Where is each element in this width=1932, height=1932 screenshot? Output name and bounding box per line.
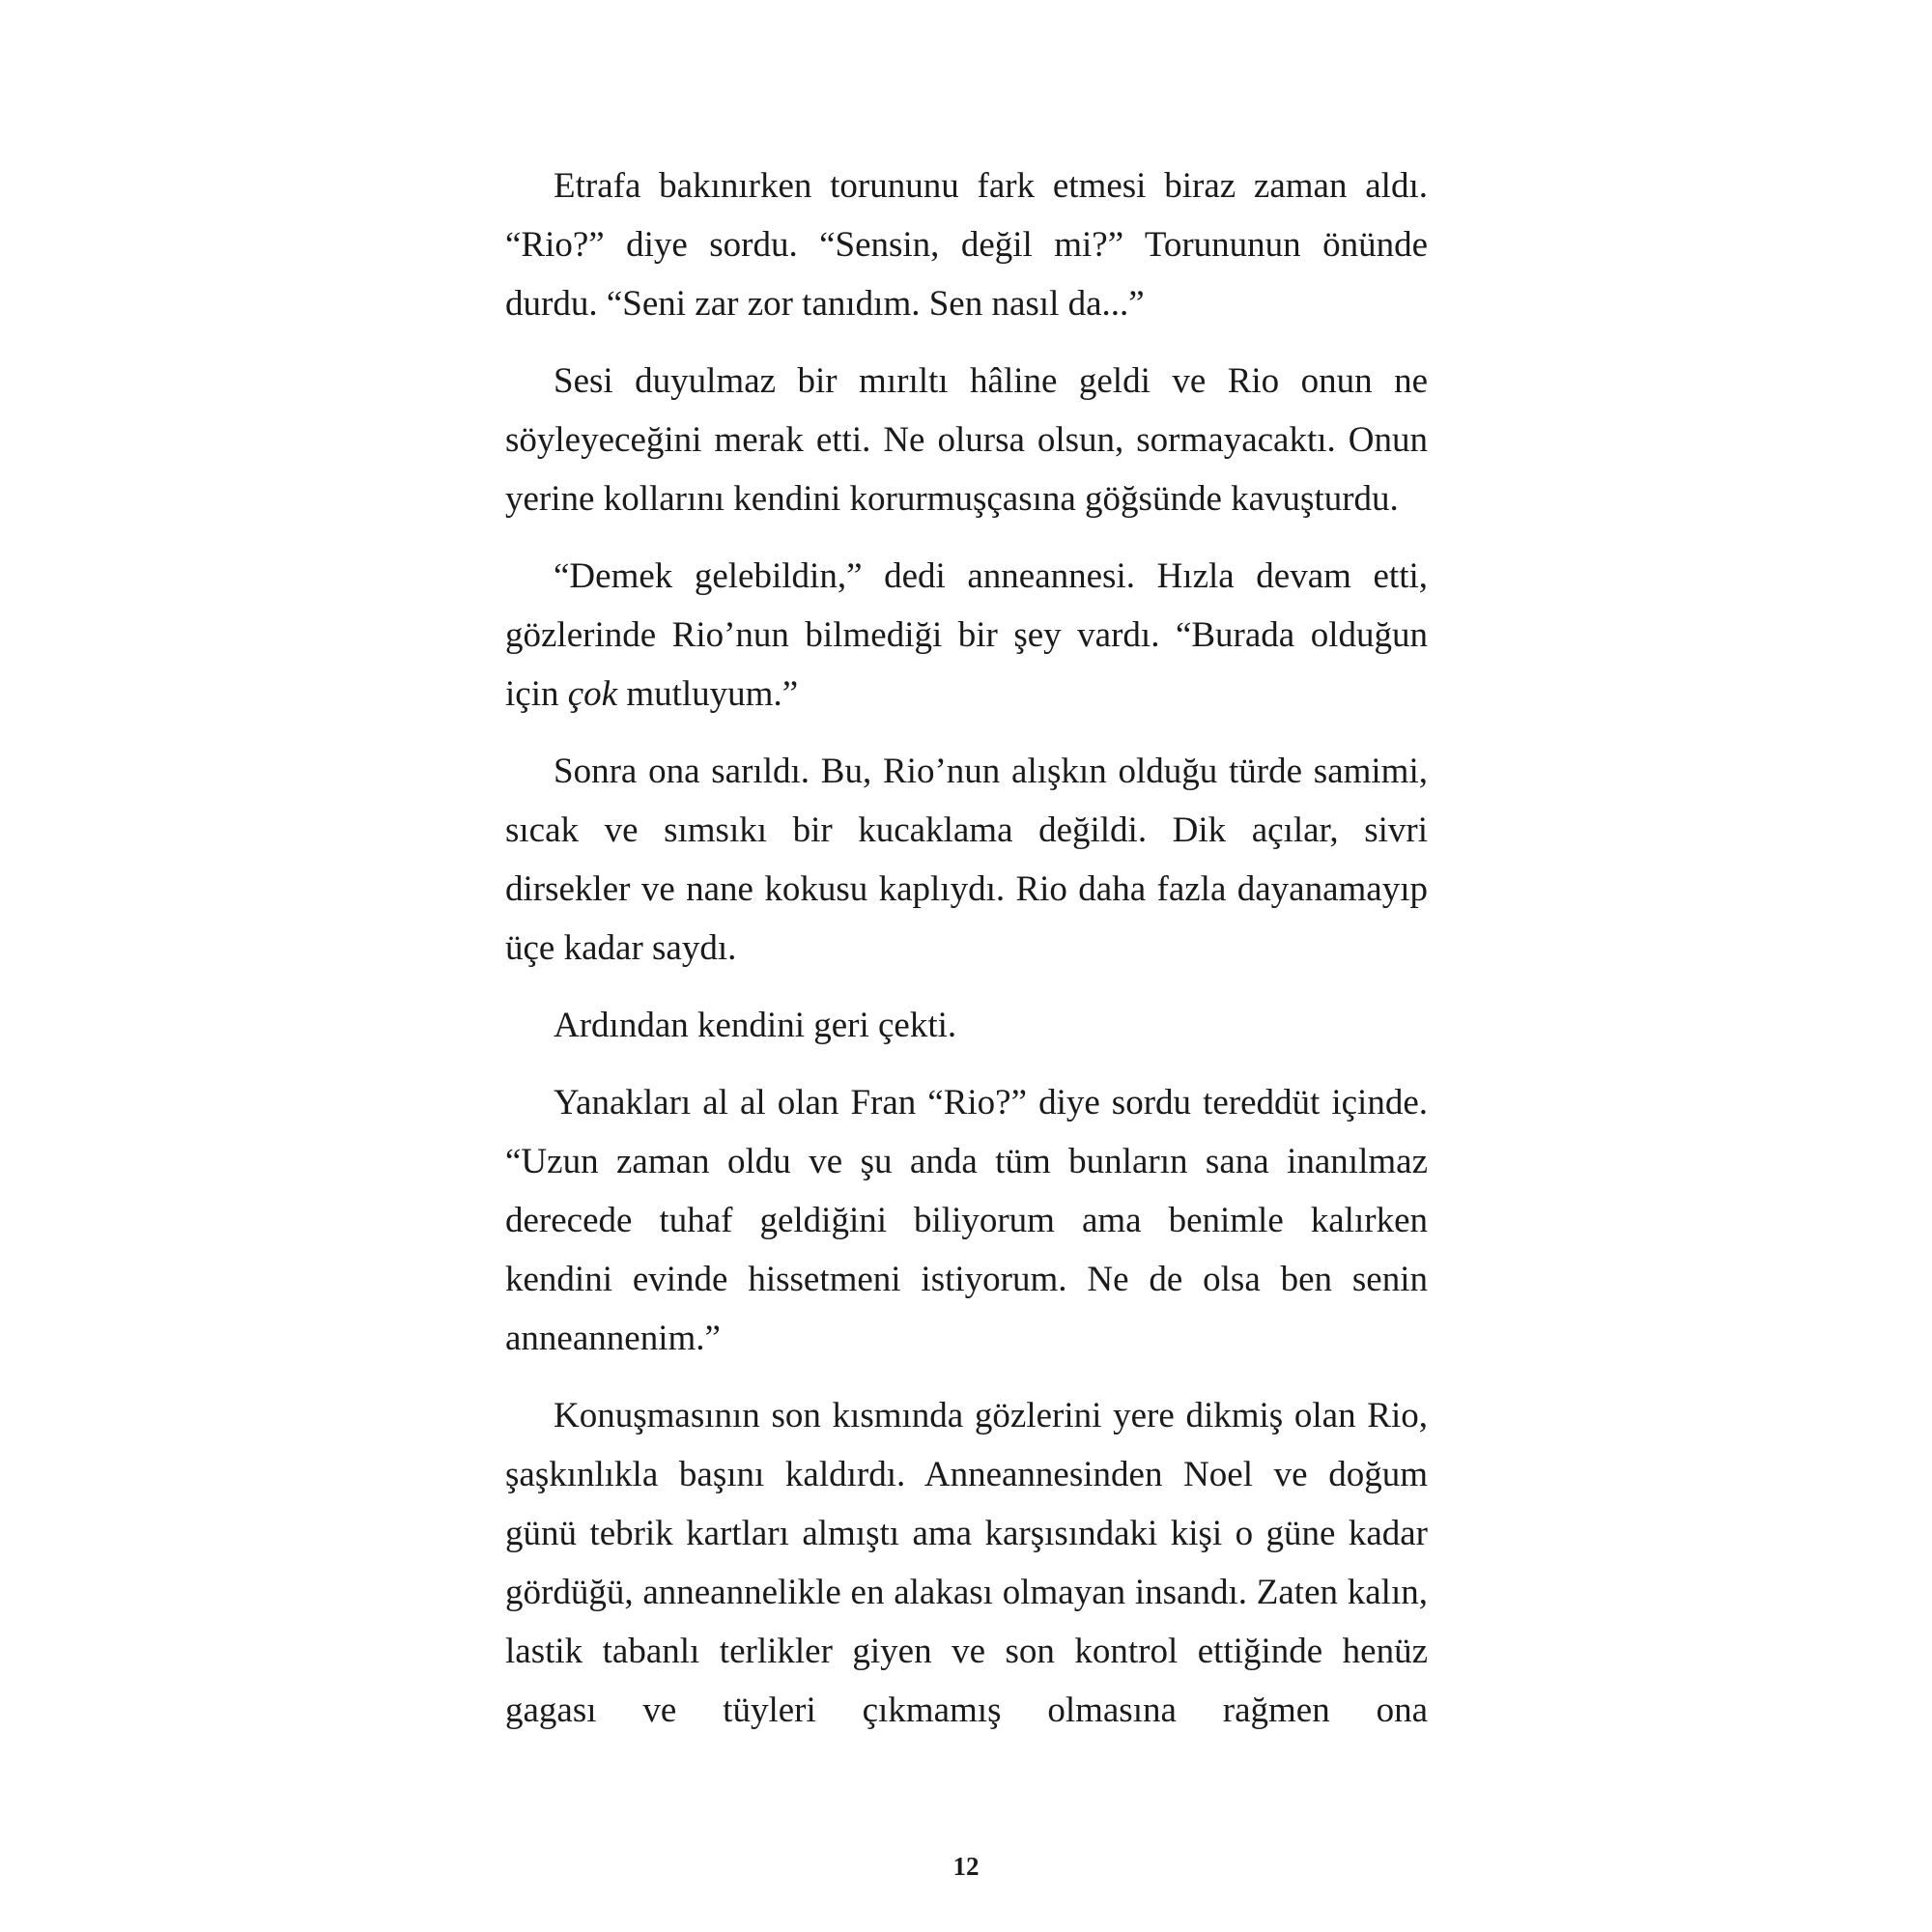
paragraph: Sonra ona sarıldı. Bu, Rio’nun alışkın olduğu türde samimi, sıcak ve sımsıkı bir kucaklama değildi. Dik açılar, sivri dirsekler ve nane kokusu kaplıydı. Rio daha fazla dayanamayıp üçe kadar saydı. [505,752,1428,968]
paragraph: Sesi duyulmaz bir mırıltı hâline geldi ve Rio onun ne söyleyeceğini merak etti. Ne olursa olsun, sormayacaktı. Onun yerine kollarını kendini korurmuşçasına göğsünde kavuşturdu. [505,361,1428,519]
page-number: 12 [952,1852,980,1881]
body-text [505,156,1428,1740]
paragraph-text: “Demek gelebildin,” dedi anneannesi. Hızla devam etti, gözlerinde Rio’nun bilmediği bir şey vardı. “Burada olduğun için [505,556,1428,714]
paragraph: Ardından kendini geri çekti. [554,1006,957,1045]
paragraph: Etrafa bakınırken torununu fark etmesi biraz zaman aldı. “Rio?” diye sordu. “Sensin, değil mi?” Torununun önünde durdu. “Seni zar zor tanıdım. Sen nasıl da...” [505,166,1428,324]
paragraph: Konuşmasının son kısmında gözlerini yere dikmiş olan Rio, şaşkınlıkla başını kaldırdı. Anneannesinden Noel ve doğum günü tebrik kartları almıştı ama karşısındaki kişi o güne kadar gördüğü, anneannelikle en alakası olmayan insandı. Zaten kalın, lastik tabanlı terlikler giyen ve son kontrol ettiğinde henüz gagası ve tüyleri çıkmamış olmasına rağmen ona [505,1396,1428,1730]
paragraph: Yanakları al al olan Fran “Rio?” diye sordu tereddüt içinde. “Uzun zaman oldu ve şu anda tüm bunların sana inanılmaz derecede tuhaf geldiğini biliyorum ama benimle kalırken kendini evinde hissetmeni istiyorum. Ne de olsa ben senin anneannenim.” [505,1083,1428,1358]
emphasized-word: çok [567,674,618,714]
paragraph [505,547,1428,724]
paragraph-text: mutluyum.” [617,674,799,714]
